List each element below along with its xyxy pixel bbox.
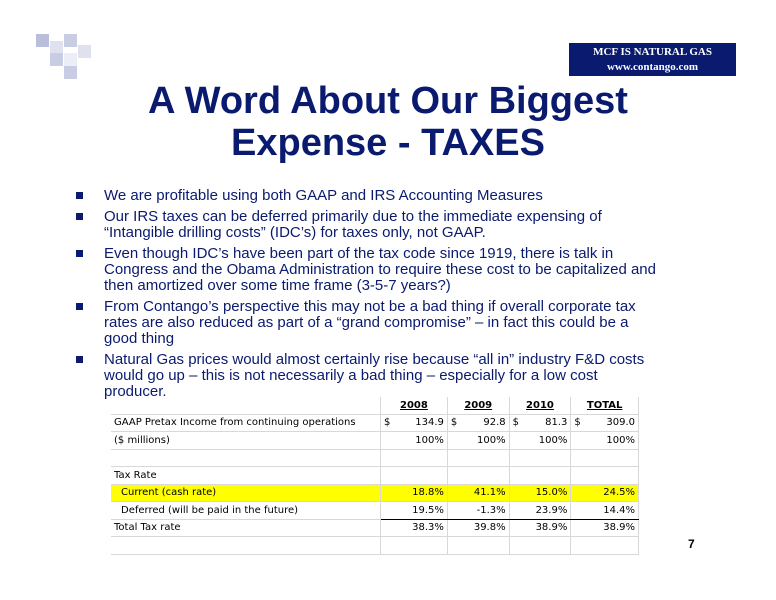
slide-title-line1: A Word About Our Biggest (148, 80, 628, 122)
table-cell: 14.4% (571, 502, 639, 520)
table-cell: 100% (381, 432, 448, 450)
table-cell: 134.9 (415, 417, 444, 429)
bullet-item (76, 209, 656, 241)
bullet-text: Even though IDC’s have been part of the tax code since 1919, there is talk in Congress and the Obama Administration to require these cost to be capitalized and then amortized over some time frame (3-5-7 years?) (104, 245, 656, 294)
row-label: Current (cash rate) (111, 484, 381, 502)
column-header-2009: 2009 (447, 397, 509, 414)
currency-symbol: $ (450, 417, 458, 429)
row-label: Total Tax rate (111, 519, 381, 537)
table-cell: 19.5% (381, 502, 448, 520)
table-cell: 41.1% (447, 484, 509, 502)
table-cell: 38.3% (381, 519, 448, 537)
bullet-text: Our IRS taxes can be deferred primarily due to the immediate expensing of “Intangible drilling costs” (IDC’s) for taxes only, not GAAP. (104, 208, 602, 241)
column-header-2008: 2008 (381, 397, 448, 414)
bullet-square-icon (76, 356, 83, 363)
table-cell: 23.9% (509, 502, 571, 520)
bullet-item (76, 352, 656, 400)
row-label: Deferred (will be paid in the future) (111, 502, 381, 520)
bullet-square-icon (76, 303, 83, 310)
bullet-item (76, 246, 656, 294)
currency-symbol: $ (512, 417, 519, 429)
table-cell: 39.8% (447, 519, 509, 537)
bullet-item (76, 188, 656, 204)
row-label: ($ millions) (111, 432, 381, 450)
bullet-square-icon (76, 213, 83, 220)
slide-title-line2: Expense - TAXES (231, 122, 545, 164)
bullet-text: From Contango’s perspective this may not be a bad thing if overall corporate tax rates are also reduced as part of a “grand compromise” – in fact this could be a good thing (104, 298, 636, 347)
page-number: 7 (688, 537, 695, 551)
column-header-total: TOTAL (571, 397, 639, 414)
table-cell: 100% (509, 432, 571, 450)
table-cell: 100% (447, 432, 509, 450)
table-cell: 38.9% (509, 519, 571, 537)
table-cell: 15.0% (509, 484, 571, 502)
row-label: Tax Rate (111, 467, 381, 485)
table-cell: 100% (571, 432, 639, 450)
table-row-total (111, 519, 639, 537)
tax-table (111, 397, 639, 555)
table-row-units (111, 432, 639, 450)
table-header-row (111, 397, 639, 414)
table-row-blank (111, 537, 639, 555)
currency-symbol: $ (574, 417, 581, 429)
branding-tagline: MCF IS NATURAL GAS (593, 46, 712, 58)
bullet-list (76, 188, 656, 405)
branding-box (569, 43, 736, 76)
branding-url: www.contango.com (606, 61, 699, 73)
table-cell: 18.8% (381, 484, 448, 502)
table-row-blank (111, 449, 639, 467)
column-header-2010: 2010 (509, 397, 571, 414)
table-cell: 38.9% (571, 519, 639, 537)
bullet-square-icon (76, 192, 83, 199)
decorative-squares (36, 34, 96, 80)
bullet-item (76, 299, 656, 347)
table-row-income (111, 414, 639, 432)
table-cell: 92.8 (483, 417, 506, 429)
table-cell: 81.3 (545, 417, 568, 429)
table-cell: 309.0 (606, 417, 635, 429)
currency-symbol: $ (384, 417, 391, 429)
bullet-text: We are profitable using both GAAP and IRS Accounting Measures (104, 187, 543, 204)
table-cell: 24.5% (571, 484, 639, 502)
table-row-deferred (111, 502, 639, 520)
slide-title (60, 80, 716, 164)
row-label: GAAP Pretax Income from continuing operations (111, 414, 381, 432)
table-cell: -1.3% (447, 502, 509, 520)
table-row-tax-rate (111, 467, 639, 485)
bullet-text: Natural Gas prices would almost certainly rise because “all in” industry F&D costs would go up – this is not necessarily a bad thing – especially for a low cost producer. (104, 351, 645, 400)
table-row-current (111, 484, 639, 502)
bullet-square-icon (76, 250, 83, 257)
